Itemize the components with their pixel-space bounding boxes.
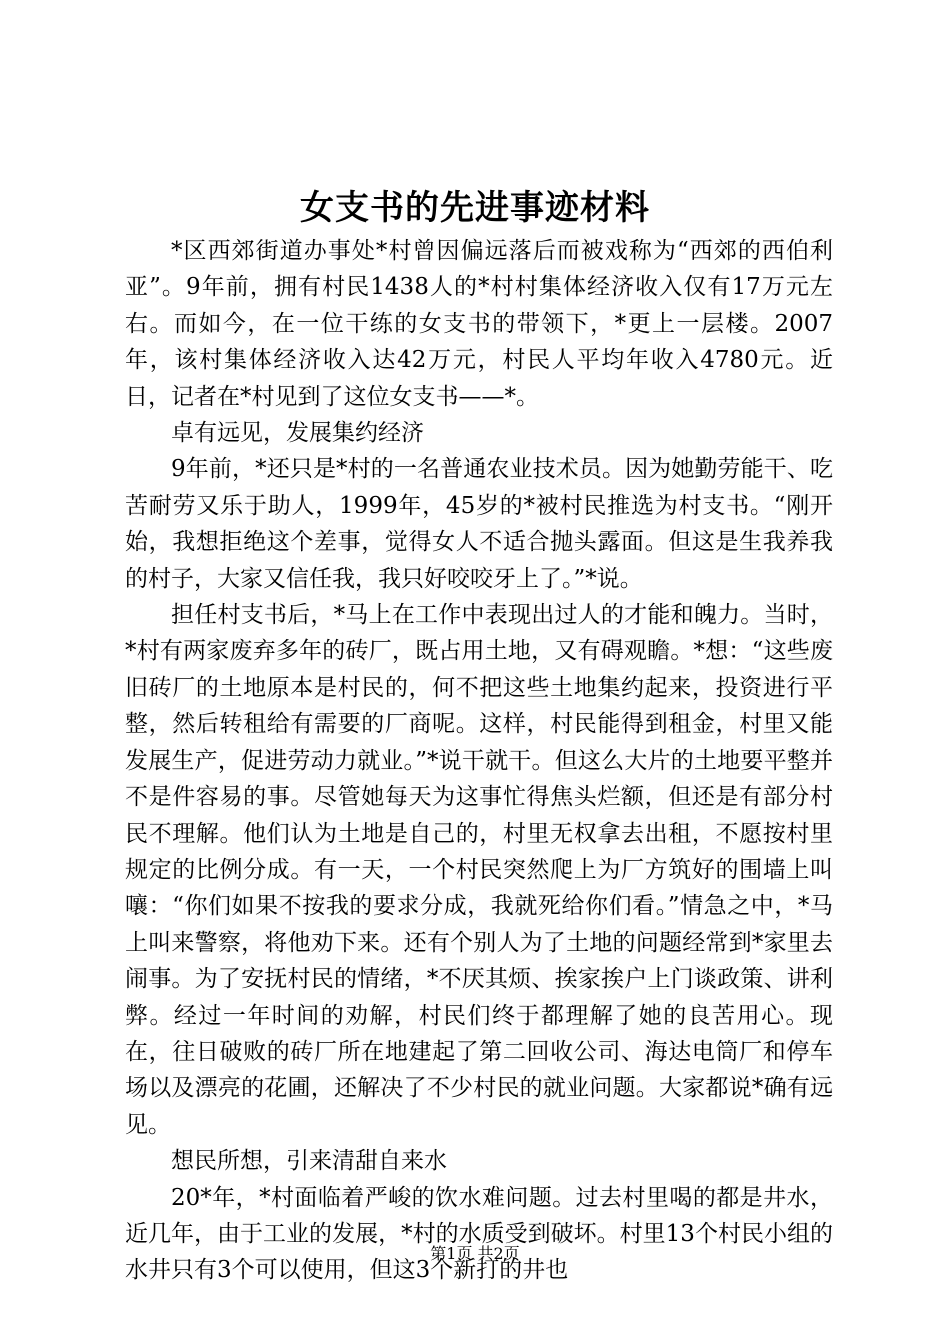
section-heading-vision: 卓有远见，发展集约经济: [171, 420, 424, 447]
paragraph-water: 20*年，*村面临着严峻的饮水难问题。过去村里喝的都是井水，近几年，由于工业的发展，*村的水质受到破坏。村里13个村民小组的水井只有3个可以使用，但这3个新打的井也: [125, 1184, 833, 1284]
paragraph-background: 9年前，*还只是*村的一名普通农业技术员。因为她勤劳能干、吃苦耐劳又乐于助人，1999年，45岁的*被村民推选为村支书。“刚开始，我想拒绝这个差事，觉得女人不适合抛头露面。但这是生我养我的村子，大家又信任我，我只好咬咬牙上了。”*说。: [125, 456, 833, 592]
document-body: [125, 233, 833, 1289]
paragraph-brickyard: 担任村支书后，*马上在工作中表现出过人的才能和魄力。当时，*村有两家废弃多年的砖厂，既占用土地，又有碍观瞻。*想：“这些废旧砖厂的土地原本是村民的，何不把这些土地集约起来，投资进行平整，然后转租给有需要的厂商呢。这样，村民能得到租金，村里又能发展生产，促进劳动力就业。”*说干就干。但这么大片的土地要平整并不是件容易的事。尽管她每天为这事忙得焦头烂额，但还是有部分村民不理解。他们认为土地是自己的，村里无权拿去出租，不愿按村里规定的比例分成。有一天，一个村民突然爬上为厂方筑好的围墙上叫嚷：“你们如果不按我的要求分成，我就死给你们看。”情急之中，*马上叫来警察，将他劝下来。还有个别人为了土地的问题经常到*家里去闹事。为了安抚村民的情绪，*不厌其烦、挨家挨户上门谈政策、讲利弊。经过一年时间的劝解，村民们终于都理解了她的良苦用心。现在，往日破败的砖厂所在地建起了第二回收公司、海达电筒厂和停车场以及漂亮的花圃，还解决了不少村民的就业问题。大家都说*确有远见。: [125, 602, 833, 1138]
paragraph-intro: *区西郊街道办事处*村曾因偏远落后而被戏称为“西郊的西伯利亚”。9年前，拥有村民1438人的*村村集体经济收入仅有17万元左右。而如今，在一位干练的女支书的带领下，*更上一层楼。2007年，该村集体经济收入达42万元，村民人平均年收入4780元。近日，记者在*村见到了这位女支书——*。: [125, 238, 833, 410]
section-heading-water: 想民所想，引来清甜自来水: [171, 1148, 447, 1175]
page-footer: 第1页 共2页: [430, 1244, 520, 1263]
document-title: 女支书的先进事迹材料: [300, 188, 650, 228]
